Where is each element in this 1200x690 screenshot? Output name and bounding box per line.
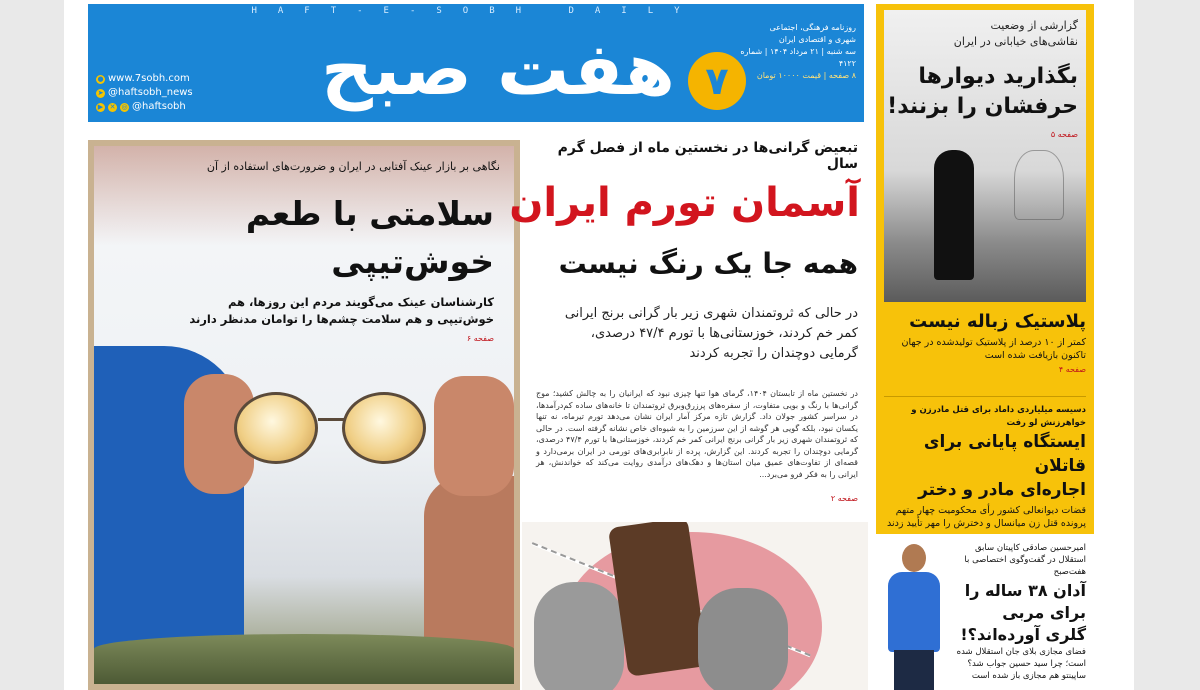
feature-title-line-2: خوش‌تیپی (331, 242, 494, 281)
main-kicker: تبعیض گرانی‌ها در نخستین ماه از فصل گرم سال (557, 140, 858, 172)
other-social-link[interactable] (96, 100, 193, 114)
photo-blue-shirt (888, 572, 940, 652)
murder-headline (884, 430, 1086, 502)
main-subtitle: همه جا یک رنگ نیست (558, 247, 858, 280)
feature-lead: کارشناسان عینک می‌گویند مردم این روزها، هم خوش‌تیپی و هم سلامت چشم‌ها را توامان مدنظر دارند (189, 295, 494, 326)
graffiti-page-ref[interactable]: صفحه ۵ (1050, 130, 1078, 139)
main-story[interactable] (509, 136, 866, 690)
youtube-icon: ▶ (97, 102, 104, 111)
wall-graffiti (1014, 150, 1064, 220)
murder-headline-line-1: ایستگاه پایانی برای قاتلان (923, 432, 1086, 476)
graffiti-kicker-line-1: گزارشی از وضعیت (990, 19, 1078, 32)
sunglasses-feature[interactable] (88, 140, 520, 690)
photo-hills (94, 634, 514, 684)
website-link[interactable] (96, 72, 193, 86)
interview-headline-line-1: آدان ۳۸ ساله را (964, 581, 1086, 600)
masthead-tagline: HAFT-E-SOBH DAILY (251, 6, 701, 16)
instagram-icon: ◎ (121, 102, 128, 111)
feature-page-ref[interactable]: صفحه ۶ (466, 334, 494, 343)
photo-trousers (894, 650, 934, 690)
feature-title (246, 190, 494, 286)
newspaper-front-page (64, 0, 1134, 690)
main-lead: در حالی که ثروتمندان شهری زیر بار گرانی برنج ایرانی کمر خم کردند، خوزستانی‌ها با تورم ۴۷/۴ درصدی، گرمایی دوچندان را تجربه کردند (564, 306, 858, 361)
plastic-text: کمتر از ۱۰ درصد از پلاستیک تولیدشده در جهان تاکنون بازیافت شده است (901, 337, 1086, 361)
interview-summary: فضای مجازی بلای جان استقلال شده است؛ چرا سید حسین جواب شد؟ ساپینتو هم مجازی باز شده است (956, 647, 1086, 681)
website-text: www.7sobh.com (108, 73, 190, 84)
other-social-text: @haftsobh (132, 101, 186, 112)
main-page-ref[interactable]: صفحه ۲ (830, 494, 858, 503)
issue-meta (736, 22, 856, 82)
telegram-text: @haftsobh_news (108, 87, 193, 98)
illustration-left-hand (534, 582, 624, 690)
newspaper-logo[interactable] (298, 16, 758, 116)
murder-story[interactable] (884, 402, 1086, 542)
main-body: در نخستین ماه از تابستان ۱۴۰۴، گرمای هوا تنها چیزی نبود که ایرانیان را به چالش کشید؛ موج گرانی‌ها با رنگ و بویی متفاوت، از سفره‌های پرزرق‌وبرق ثروتمندان تا خانه‌های ساده کم‌درآمدها، در سراسر کشور جولان داد. گزارش تازه مرکز آمار ایران نشان می‌دهد تورم تیرماه، نه تنها یکسان نبود، بلکه گویی هر گوشه از این سرزمین را به شیوه‌ای خاص نشانه گرفته است. در حالی که ثروتمندان شهری زیر بار گرانی برنج ایرانی کمر خم کردند، خوزستانی‌ها با تورم ۴۷/۴ درصدی، گرمایی دوچندان را تجربه کردند. این گزارش، پرده از نابرابری‌های تورمی در ایران برمی‌دارد و قصه‌ای از تفاوت‌های عمیق میان استان‌ها و دهک‌های درآمدی روایت می‌کند که خواندنش، هر ایرانی را به فکر فرو می‌برد... (536, 389, 858, 479)
graffiti-kicker (954, 18, 1078, 50)
side-divider-1 (884, 396, 1086, 397)
murder-kicker: دسیسه میلیاردی داماد برای قتل مادرزن و خواهرزنش لو رفت (911, 405, 1086, 428)
sunglasses-left-lens (234, 392, 318, 464)
inflation-illustration (522, 522, 868, 690)
photo-right-hand (434, 376, 514, 496)
telegram-icon: ➤ (97, 88, 104, 97)
sunglasses-right-lens (342, 392, 426, 464)
interview-kicker: امیرحسین صادقی کاپیتان سابق استقلال در گفت‌وگوی اختصاصی با هفت‌صبح (964, 543, 1086, 577)
meta-line-1: روزنامه فرهنگی، اجتماعی (769, 23, 856, 32)
interview-text (952, 542, 1086, 682)
graffiti-story[interactable] (884, 10, 1086, 302)
plastic-story[interactable] (884, 310, 1086, 374)
interviewee-photo (882, 544, 946, 690)
main-title: آسمان تورم ایران (509, 180, 860, 226)
sunglasses-bridge (318, 418, 344, 421)
logo-number-badge: ۷ (688, 52, 746, 110)
illustration-right-hand (698, 588, 788, 690)
interview-headline (952, 580, 1086, 646)
feature-title-line-1: سلامتی با طعم (245, 194, 494, 233)
photo-person (934, 150, 974, 280)
plastic-headline: پلاستیک زباله نیست (909, 311, 1086, 332)
meta-line-2: شهری و اقتصادی ایران (778, 35, 856, 44)
interview-headline-line-3: گلری آورده‌اند؟! (960, 625, 1086, 644)
murder-text: قضات دیوانعالی کشور رأی محکومیت چهار متهم پرونده قتل زن میانسال و دخترش را مهر تأیید زدند (886, 505, 1086, 529)
graffiti-headline-line-1: بگذارید دیوارها (918, 64, 1078, 89)
masthead (88, 4, 864, 122)
meta-line-4: ۸ صفحه | قیمت ۱۰۰۰۰ تومان (756, 71, 856, 80)
graffiti-headline-line-2: حرفشان را بزنند! (887, 94, 1078, 119)
murder-headline-line-2: اجاره‌ای مادر و دختر (918, 480, 1086, 500)
graffiti-kicker-line-2: نقاشی‌های خیابانی در ایران (953, 35, 1078, 48)
plastic-page-ref[interactable]: صفحه ۴ (1058, 365, 1086, 374)
feature-kicker: نگاهی بر بازار عینک آفتابی در ایران و ضرورت‌های استفاده از آن (206, 160, 500, 173)
meta-line-3: سه شنبه | ۲۱ مرداد ۱۴۰۴ | شماره ۴۱۲۲ (740, 47, 856, 68)
photo-head (902, 544, 926, 572)
interview-headline-line-2: برای مربی (1002, 603, 1086, 622)
telegram-link[interactable] (96, 86, 193, 100)
interview-story[interactable] (876, 534, 1094, 690)
logo-text: هفت صبح (321, 27, 675, 111)
globe-icon: ● (97, 74, 104, 83)
side-column (876, 4, 1094, 690)
social-links (96, 72, 193, 114)
x-icon: ✕ (109, 102, 116, 111)
graffiti-headline (887, 62, 1078, 122)
